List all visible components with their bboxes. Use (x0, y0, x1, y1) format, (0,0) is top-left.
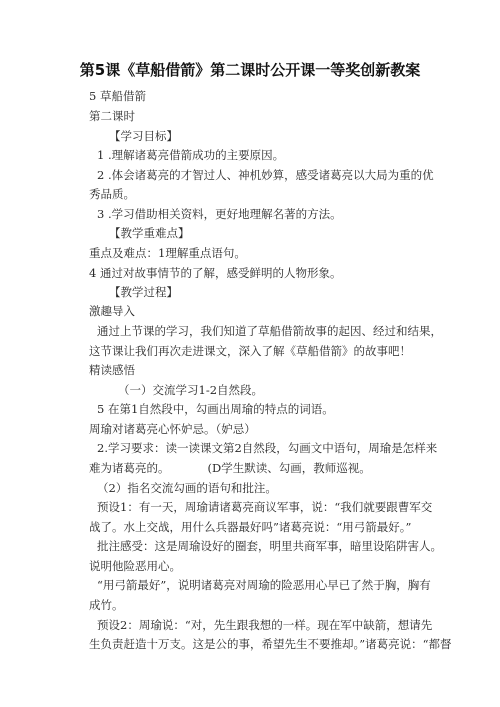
key-point-item-4: 4 通过对故事情节的了解，感受鲜明的人物形象。 (89, 266, 342, 280)
lesson-heading: 5 草船借箭 (89, 89, 146, 103)
section-heading-process: 【教学过程】 (109, 285, 178, 299)
section-heading-objectives: 【学习目标】 (109, 129, 178, 143)
answer-line: 周瑜对诸葛亮心怀妒忌。（妒忌） (89, 422, 256, 436)
task-item-5: 5 在第1自然段中，勾画出周瑜的特点的词语。 (97, 402, 334, 416)
period-heading: 第二课时 (89, 109, 135, 123)
subsection-heading-2: （2）指名交流勾画的语句和批注。 (97, 481, 277, 495)
key-point-line: 重点及难点：1理解重点语句。 (89, 246, 246, 260)
objective-item-2: 2 .体会诸葛亮的才智过人、神机妙算，感受诸葛亮以大局为重的优 (97, 168, 434, 182)
intro-paragraph-line-1: 通过上节课的学习，我们知道了草船借箭故事的起因、经过和结果， (97, 324, 442, 338)
quote-analysis-line-2: 成竹。 (89, 598, 124, 612)
annotation-line-1: 批注感受：这是周瑜设好的圈套，明里共商军事，暗里设陷阱害人。 (97, 539, 442, 553)
section-heading-key-points: 【教学重难点】 (109, 226, 190, 240)
preset-2-line-2: 生负责赶造十万支。这是公的事，希望先生不要推却。”诸葛亮说：“都督 (89, 637, 452, 651)
requirement-line-2 (89, 460, 371, 476)
step-heading-reading: 精读感悟 (89, 363, 135, 377)
document-title: 第5课《草船借箭》第二课时公开课一等奖创新教案 (79, 61, 421, 79)
preset-1-line-2: 战了。水上交战，用什么兵器最好吗”诸葛亮说：“用弓箭最好。” (89, 520, 412, 534)
objective-item-3: 3 .学习借助相关资料，更好地理解名著的方法。 (97, 207, 342, 221)
objective-item-1: 1 .理解诸葛亮借箭成功的主要原因。 (97, 148, 285, 162)
requirement-line-2-text: 难为诸葛亮的。 (89, 461, 170, 475)
activity-note: (D学生默读、勾画，教师巡视。 (207, 461, 371, 475)
intro-paragraph-line-2: 这节课让我们再次走进课文，深入了解《草船借箭》的故事吧！ (89, 344, 411, 358)
objective-item-2-continued: 秀品质。 (89, 187, 135, 201)
requirement-line-1: 2.学习要求：读一读课文第2自然段，勾画文中语句，周瑜是怎样来 (97, 441, 438, 455)
annotation-line-2: 说明他险恶用心。 (89, 559, 181, 573)
preset-1-line-1: 预设1：有一天，周瑜请诸葛亮商议军事，说：“我们就要跟曹军交 (97, 500, 433, 514)
preset-2-line-1: 预设2：周瑜说：“对，先生跟我想的一样。现在军中缺箭，想请先 (97, 618, 433, 632)
subsection-heading-1: （一）交流学习1-2自然段。 (118, 383, 264, 397)
step-heading-intro: 激趣导入 (89, 304, 135, 318)
quote-analysis-line-1: “用弓箭最好”，说明诸葛亮对周瑜的险恶用心早已了然于胸，胸有 (97, 578, 431, 592)
